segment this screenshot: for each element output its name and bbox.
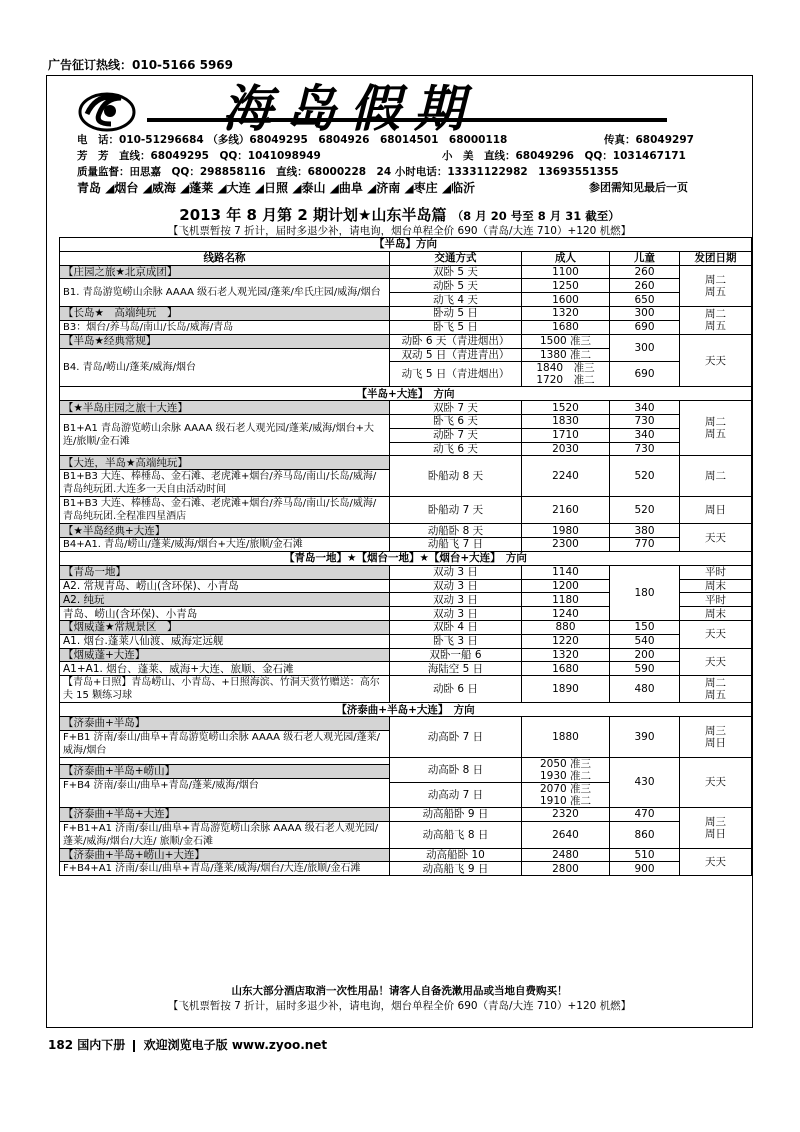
- route-desc: B3：烟台/养马岛/南山/长岛/威海/青岛: [60, 320, 390, 334]
- table-row: 【★半岛经典+大连】 动船卧 8 天 1980 380 天天: [60, 524, 752, 538]
- quality-line: 质量监督：田思嘉 QQ：298858116 直线：68000228 24 小时电话：13331122982 13693551355: [77, 166, 619, 178]
- route-desc: 【青岛+日照】青岛崂山、小青岛、+日照海滨、竹洞天赏竹赠送：高尔夫 15 颗练习球: [60, 676, 390, 703]
- col-route: 线路名称: [60, 251, 390, 265]
- table-row: 【烟威蓬★常规景区 】 双卧 4 日 880 150 天天: [60, 620, 752, 634]
- flight-notice: 【飞机票暂按 7 折计，届时多退少补，请电询，烟台单程全价 690（青岛/大连 710）+120 机燃】: [167, 225, 632, 237]
- col-child: 儿童: [610, 251, 680, 265]
- page-title: [47, 204, 752, 225]
- footer-divider: [133, 1040, 135, 1052]
- col-transport: 交通方式: [390, 251, 522, 265]
- contact-line: [77, 149, 686, 163]
- group-title: 【烟威蓬★常规景区 】: [60, 620, 390, 634]
- col-adult: 成人: [522, 251, 610, 265]
- route-desc: A1+A1. 烟台、蓬莱、威海+大连、旅顺、金石滩: [60, 662, 390, 676]
- route-desc: F+B1+A1 济南/泰山/曲阜+青岛游览崂山余脉 AAAA 级石老人观光园/蓬莱/威海/烟台/大连/ 旅顺/金石滩: [60, 821, 390, 848]
- table-row: B1+A1 青岛游览崂山余脉 AAAA 级石老人观光园/蓬莱/威海/烟台+大连/旅顺/金石滩 卧飞 6 天 1830 730: [60, 414, 752, 428]
- route-desc: B1+B3 大连、棒棰岛、金石滩、老虎滩+烟台/养马岛/南山/长岛/威海/青岛纯玩团.大连多一天自由活动时间: [60, 470, 390, 497]
- section-row: 【半岛】方向: [60, 238, 752, 252]
- group-title: 【济泰曲+半岛+崂山+大连】: [60, 848, 390, 862]
- table-row: 【烟威蓬+大连】 双卧一船 6 1320 200 天天: [60, 648, 752, 662]
- route-desc: 青岛、崂山(含环保)、小青岛: [60, 607, 390, 621]
- route-desc: F+B1 济南/泰山/曲阜+青岛游览崂山余脉 AAAA 级石老人观光园/蓬莱/威海/烟台: [60, 730, 390, 757]
- header-row: [60, 251, 752, 265]
- table-row: A2. 纯玩 双动 3 日 1180 平时: [60, 593, 752, 607]
- contact-xiaomei: 小 美 直线：68049296 QQ：1031467171: [442, 150, 686, 162]
- table-row: 动船飞 7 日 2300 770: [60, 537, 752, 551]
- table-row: B4. 青岛/崂山/蓬莱/威海/烟台 双动 5 日（青进青出） 1380 准二: [60, 348, 752, 362]
- itinerary-table: 【半岛】方向 线路名称 交通方式 成人 儿童 发团日期 【庄园之旅★北京成团】 双卧 5 天 1100 260 周二 周五 B1. 青岛游览崂山余脉 AAAA 级石老人观光园/蓬莱/牟氏庄园/威海/烟台 动卧 5 天 1250 260 动飞 4 天 1600 650 【长岛★ 高端纯玩 】 卧动 5 日 1320 300 周二 周五 B3：烟台/养马岛/南山/长岛/威海/青岛 卧飞 5 日 1680 690 【半岛★经典常规】 动卧 6 天（青进烟出） 1500 准三 300 天天 B4. 青岛/崂山/蓬莱/威海/烟台 双动 5 日（青进青出） 1380 准二 动飞 5 日（青进烟出） 1840 准三 1720 准二 690 【半岛+大连】 方向 【★半岛庄园之旅十大连】 双卧 7 天 1520 340 周二 周五 B1+A1 青岛游览崂山余脉 AAAA 级石老人观光园/蓬莱/威海/烟台+大连/旅顺/金石滩 卧飞 6 天 1830 730 动卧 7 天 1710 340 动飞 6 天 2030 730 【大连，半岛★高端纯玩】 卧船动 8 天 2240 520 周二 B1+B3 大连、棒棰岛、金石滩、老虎滩+烟台/养马岛/南山/长岛/威海/青岛纯玩团.大连多一天自由活动时间 B1+B3 大连、棒棰岛、金石滩、老虎滩+烟台/养马岛/南山/长岛/威海/青岛纯玩团.全程准四星酒店 卧船动 7 天 2160 520 周日 【★半岛经典+大连】 动船卧 8 天 1980 380 天天 B4+A1. 青岛/崂山/蓬莱/威海/烟台+大连/旅顺/金石滩 动船飞 7 日 2300 770 【青岛一地】★【烟台一地】★【烟台+大连】 方向 【青岛一地】 双动 3 日 1140 180 平时 A2. 常规青岛、崂山(含环保)、小青岛 双动 3 日 1200 周末 A2. 纯玩 双动 3 日 1180 平时 青岛、崂山(含环保)、小青岛 双动 3 日 1240 周末 【烟威蓬★常规景区 】 双卧 4 日 880 150 天天 A1. 烟台.蓬莱八仙渡、威海定远舰 卧飞 3 日 1220 540 【烟威蓬+大连】 双卧一船 6 1320 200 天天 A1+A1. 烟台、蓬莱、威海+大连、旅顺、金石滩 海陆空 5 日 1680 590 【青岛+日照】青岛崂山、小青岛、+日照海滨、竹洞天赏竹赠送：高尔夫 15 颗练习球 动卧 6 日 1890 480 周二 周五 【济泰曲+半岛+大连】 方向 【济泰曲+半岛】 动高卧 7 日 1880 390 周三 周日 F+B1 济南/泰山/曲阜+青岛游览崂山余脉 AAAA 级石老人观光园/蓬莱/威海/烟台 动高卧 8 日 2050 准三 1930 准二 430 天天 【济泰曲+半岛+崂山】 F+B4 济南/泰山/曲阜+青岛/蓬莱/威海/烟台 动高动 7 日 2070 准三 1910 准二 【济泰曲+半岛+大连】 动高船卧 9 日 2320 470 周三 周日 F+B1+A1 济南/泰山/曲阜+青岛游览崂山余脉 AAAA 级石老人观光园/蓬莱/威海/烟台/大连/ 旅顺/金石滩 动高船飞 8 日 2640 860 【济泰曲+半岛+崂山+大连】 动高船卧 10 2480 510 天天 F+B4+A1 济南/泰山/曲阜+青岛/蓬莱/威海/烟台/大连/旅顺/金石滩 动高船飞 9 日 2800 900: [59, 237, 752, 876]
- cities-note: 参团需知见最后一页: [589, 181, 688, 194]
- table-row: 【青岛一地】 双动 3 日 1140 180 平时: [60, 565, 752, 579]
- title-main: 2013 年 8 月第 2 期计划★山东半岛篇: [179, 206, 447, 224]
- group-title: 【烟威蓬+大连】: [60, 648, 390, 662]
- table-row: 动卧 5 天 1250 260: [60, 279, 752, 293]
- table-row: A2. 常规青岛、崂山(含环保)、小青岛 双动 3 日 1200 周末: [60, 579, 752, 593]
- hotel-note: 山东大部分酒店取消一次性用品！请客人自备洗漱用品或当地自费购买！: [231, 985, 568, 997]
- route-desc: F+B4+A1 济南/泰山/曲阜+青岛/蓬莱/威海/烟台/大连/旅顺/金石滩: [60, 862, 390, 876]
- group-title: 【长岛★ 高端纯玩 】: [60, 306, 390, 320]
- group-title: 【★半岛庄园之旅十大连】: [60, 401, 390, 415]
- route-desc: B1. 青岛游览崂山余脉 AAAA 级石老人观光园/蓬莱/牟氏庄园/威海/烟台: [60, 279, 390, 307]
- footer-flight-notice: 【飞机票暂按 7 折计，届时多退少补，请电询，烟台单程全价 690（青岛/大连 710）+120 机燃】: [167, 1000, 632, 1012]
- table-row: 卧飞 5 日 1680 690: [60, 320, 752, 334]
- section-row: 【济泰曲+半岛+大连】 方向: [60, 703, 752, 717]
- group-title: 【济泰曲+半岛+崂山】: [60, 764, 390, 778]
- table-row: 动卧 7 天 1710 340: [60, 428, 752, 442]
- table-row: A1. 烟台.蓬莱八仙渡、威海定远舰 卧飞 3 日 1220 540: [60, 634, 752, 648]
- page-section: 国内下册: [77, 1038, 126, 1052]
- table-row: 【大连，半岛★高端纯玩】 卧船动 8 天 2240 520 周二: [60, 456, 752, 470]
- table-row: 【济泰曲+半岛+大连】 动高船卧 9 日 2320 470 周三 周日: [60, 807, 752, 821]
- cities: 青岛 ◢烟台 ◢威海 ◢蓬莱 ◢大连 ◢日照 ◢泰山 ◢曲阜 ◢济南 ◢枣庄 ◢临沂: [77, 181, 476, 195]
- table-row: A1+A1. 烟台、蓬莱、威海+大连、旅顺、金石滩 海陆空 5 日 1680 590: [60, 662, 752, 676]
- swirl-logo-icon: [77, 84, 137, 134]
- table-row: 【济泰曲+半岛】 动高卧 7 日 1880 390 周三 周日: [60, 716, 752, 730]
- section-row: 【半岛+大连】 方向: [60, 387, 752, 401]
- table-row: 【庄园之旅★北京成团】 双卧 5 天 1100 260 周二 周五: [60, 265, 752, 279]
- group-title: 【济泰曲+半岛+大连】: [60, 807, 390, 821]
- route-desc: B1+A1 青岛游览崂山余脉 AAAA 级石老人观光园/蓬莱/威海/烟台+大连/旅顺/金石滩: [60, 414, 390, 455]
- footer-slogan: 欢迎浏览电子版: [143, 1038, 228, 1052]
- ad-hotline: 广告征订热线：010-5166 5969: [48, 58, 234, 72]
- table-row: 【★半岛庄园之旅十大连】 双卧 7 天 1520 340 周二 周五: [60, 401, 752, 415]
- group-title: 【半岛★经典常规】: [60, 334, 390, 348]
- table-row: 动飞 4 天 1600 650: [60, 293, 752, 307]
- group-title: 【青岛一地】: [60, 565, 390, 579]
- route-desc: B1+B3 大连、棒棰岛、金石滩、老虎滩+烟台/养马岛/南山/长岛/威海/青岛纯玩团.全程准四星酒店: [60, 497, 390, 524]
- group-title: A2. 纯玩: [60, 593, 390, 607]
- phone-line: [77, 133, 694, 147]
- page-frame: [46, 75, 753, 1028]
- title-date-range: （8 月 20 号至 8 月 31 截至）: [451, 209, 620, 223]
- group-title: 【★半岛经典+大连】: [60, 524, 390, 538]
- brand-title: 海岛假期: [222, 79, 478, 138]
- table-row: 动飞 6 天 2030 730: [60, 442, 752, 456]
- page-footer: [48, 1036, 327, 1053]
- group-title: 【大连，半岛★高端纯玩】: [60, 456, 390, 470]
- route-desc: A2. 常规青岛、崂山(含环保)、小青岛: [60, 579, 390, 593]
- route-desc: A1. 烟台.蓬莱八仙渡、威海定远舰: [60, 634, 390, 648]
- route-desc: F+B4 济南/泰山/曲阜+青岛/蓬莱/威海/烟台: [60, 778, 390, 807]
- table-row: 【济泰曲+半岛+崂山+大连】 动高船卧 10 2480 510 天天: [60, 848, 752, 862]
- table-row: 【半岛★经典常规】 动卧 6 天（青进烟出） 1500 准三 300 天天: [60, 334, 752, 348]
- main-phone: 电 话：010-51296684 （多线）68049295 6804926 68014501 68000118: [77, 134, 508, 146]
- contact-fangfang: 芳 芳 直线：68049295 QQ：1041098949: [77, 150, 321, 162]
- group-title: 【济泰曲+半岛】: [60, 716, 390, 730]
- page-number: 182: [48, 1038, 74, 1052]
- cities-line: [77, 181, 688, 195]
- col-departure: 发团日期: [680, 251, 752, 265]
- footer-url[interactable]: www.zyoo.net: [231, 1038, 328, 1052]
- table-row: 【长岛★ 高端纯玩 】 卧动 5 日 1320 300 周二 周五: [60, 306, 752, 320]
- group-title: 【庄园之旅★北京成团】: [60, 265, 390, 279]
- table-row: 青岛、崂山(含环保)、小青岛 双动 3 日 1240 周末: [60, 607, 752, 621]
- fax: 传真：68049297: [604, 134, 694, 146]
- route-desc: B4+A1. 青岛/崂山/蓬莱/威海/烟台+大连/旅顺/金石滩: [60, 537, 390, 551]
- section-row: 【青岛一地】★【烟台一地】★【烟台+大连】 方向: [60, 551, 752, 565]
- table-row: 动高卧 8 日 2050 准三 1930 准二 430 天天: [60, 757, 752, 764]
- route-desc: B4. 青岛/崂山/蓬莱/威海/烟台: [60, 348, 390, 387]
